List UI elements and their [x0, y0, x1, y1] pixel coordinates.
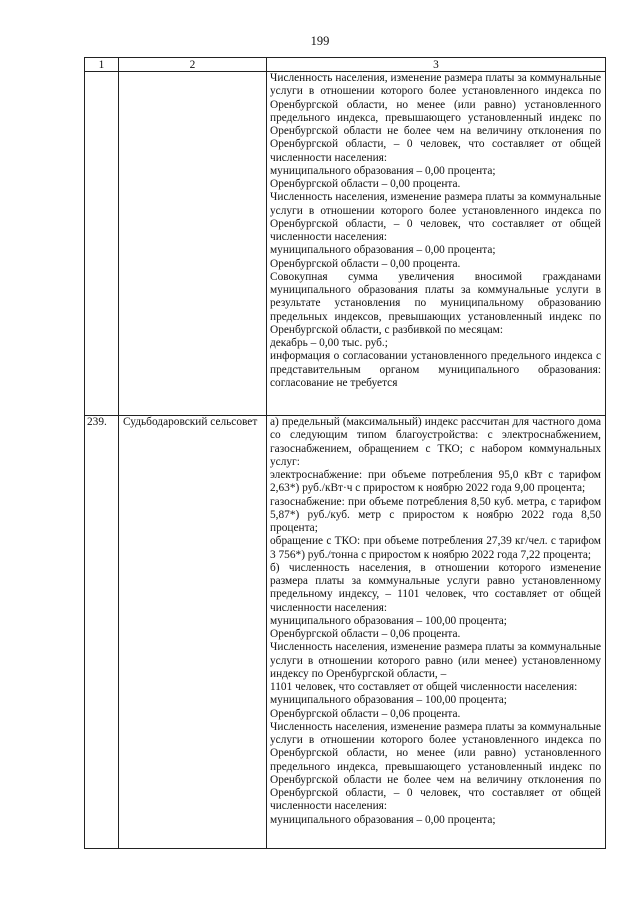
paragraph: муниципального образования – 100,00 процента;	[270, 694, 507, 707]
row-number-cell	[85, 72, 119, 416]
paragraph: Численность населения, изменение размера платы за коммунальные услуги в отношении которого более установленного индекса по Оренбургской области, – 0 человек, что составляет от общей численности населения:	[270, 191, 601, 243]
paragraph: б) численность населения, в отношении которого изменение размера платы за коммунальные услуги равно установленному предельному индексу, – 1101 человек, что составляет от общей численности населения:	[270, 561, 601, 614]
paragraph: электроснабжение: при объеме потребления 95,0 кВт с тарифом 2,63*) руб./кВт·ч с приростом к ноябрю 2022 года 9,00 процента;	[270, 469, 601, 495]
header-col-2: 2	[119, 58, 267, 72]
header-col-1: 1	[85, 58, 119, 72]
paragraph: муниципального образования – 100,00 процента;	[270, 614, 507, 627]
table-header-row	[85, 58, 606, 72]
row-name-cell	[119, 72, 267, 416]
tariff-index-table	[84, 57, 606, 849]
paragraph: декабрь – 0,00 тыс. руб.;	[270, 337, 388, 349]
paragraph: газоснабжение: при объеме потребления 8,50 куб. метра, с тарифом 5,87*) руб./куб. метр с приростом к ноябрю 2022 года 8,50 процента;	[270, 495, 601, 534]
paragraph: муниципального образования – 0,00 процента;	[270, 244, 496, 257]
header-col-3: 3	[267, 58, 606, 72]
paragraph: а) предельный (максимальный) индекс рассчитан для частного дома со следующим типом благоустройства: с электроснабжением, газоснабжением, обращением с ТКО; с набором коммунальных услуг:	[270, 416, 601, 468]
paragraph: Оренбургской области – 0,06 процента.	[270, 628, 461, 640]
paragraph: Оренбургской области – 0,06 процента.	[270, 707, 461, 720]
table-row-239	[85, 416, 606, 849]
row-number: 239.	[85, 416, 119, 849]
paragraph: Численность населения, изменение размера платы за коммунальные услуги в отношении которого равно (или менее) установленному индексу по Оренбургской области, –	[270, 641, 601, 680]
paragraph: Численность населения, изменение размера платы за коммунальные услуги в отношении которого более установленного индекса по Оренбургской области, но менее (или равно) установленного предельного индекса, превышающего установленный индекс по Оренбургской области не более чем на величину отклонения по Оренбургской области, – 0 человек, что составляет от общей численности населения:	[270, 72, 601, 164]
paragraph: обращение с ТКО: при объеме потребления 27,39 кг/чел. с тарифом 3 756*) руб./тонна с приростом к ноябрю 2022 года 7,22 процента;	[270, 535, 601, 561]
page-number: 199	[310, 34, 330, 48]
paragraph: Численность населения, изменение размера платы за коммунальные услуги в отношении которого более установленного индекса по Оренбургской области, но менее (или равно) установленного предельного индекса, превышающего установленный индекс по Оренбургской области не более чем на величину отклонения по Оренбургской области, – 0 человек, что составляет от общей численности населения:	[270, 720, 601, 813]
row-text-cell	[267, 72, 606, 416]
paragraph: муниципального образования – 0,00 процента;	[270, 164, 496, 177]
paragraph: Оренбургской области – 0,00 процента.	[270, 257, 461, 270]
paragraph: муниципального образования – 0,00 процента;	[270, 813, 496, 826]
paragraph: 1101 человек, что составляет от общей численности населения:	[270, 681, 578, 693]
row-text-cell	[267, 416, 606, 849]
paragraph: информация о согласовании установленного предельного индекса с представительным органом муниципального образования: согласование не требуется	[270, 350, 601, 389]
paragraph: Оренбургской области – 0,00 процента.	[270, 178, 461, 190]
municipality-name: Судьбодаровский сельсовет	[119, 416, 267, 849]
table-row-continuation	[85, 72, 606, 416]
paragraph: Совокупная сумма увеличения вносимой гражданами муниципального образования платы за коммунальные услуги в результате установления по муниципальному образованию предельных индексов, превышающих установленный индекс по Оренбургской области, с разбивкой по месяцам:	[270, 270, 601, 336]
